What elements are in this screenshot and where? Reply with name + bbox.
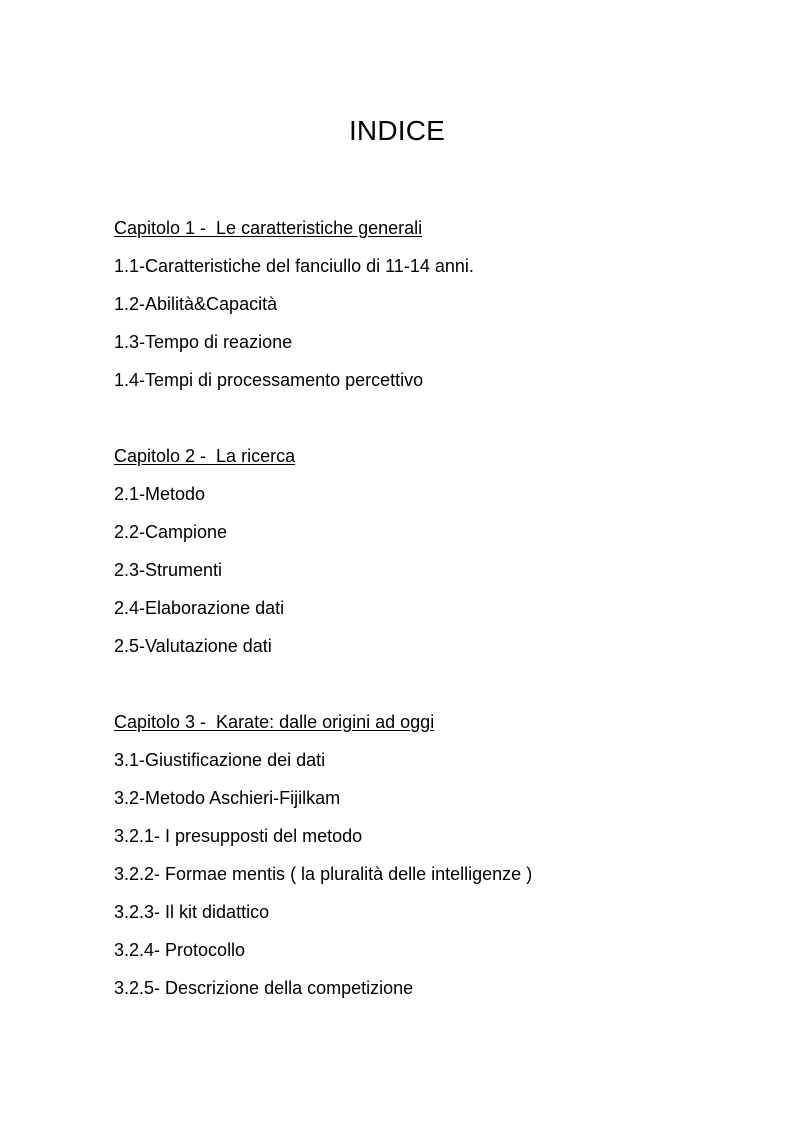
section-spacer — [114, 672, 754, 710]
chapter-3-heading: Capitolo 3 - Karate: dalle origini ad oggi — [114, 712, 435, 732]
toc-entry-2-2: 2.2-Campione — [114, 522, 228, 542]
chapter-2-heading: Capitolo 2 - La ricerca — [114, 446, 296, 466]
toc-entry-2-5: 2.5-Valutazione dati — [114, 636, 272, 656]
chapter-1-heading: Capitolo 1 - Le caratteristiche generali — [114, 218, 423, 238]
toc-entry-1-3: 1.3-Tempo di reazione — [114, 332, 293, 352]
toc-entry-2-1: 2.1-Metodo — [114, 484, 206, 504]
section-spacer — [114, 406, 754, 444]
toc-entry-3-2-3: 3.2.3- Il kit didattico — [114, 902, 270, 922]
page-title: INDICE — [348, 115, 446, 146]
toc-entry-3-2-5: 3.2.5- Descrizione della competizione — [114, 978, 414, 998]
toc-entry-3-1: 3.1-Giustificazione dei dati — [114, 750, 326, 770]
toc-entry-1-1: 1.1-Caratteristiche del fanciullo di 11-14 anni. — [114, 256, 474, 276]
toc-entry-1-2: 1.2-Abilità&Capacità — [114, 294, 278, 314]
toc-entry-3-2-4: 3.2.4- Protocollo — [114, 940, 246, 960]
toc-entry-1-4: 1.4-Tempi di processamento percettivo — [114, 370, 424, 390]
toc-entry-3-2-2: 3.2.2- Formae mentis ( la pluralità delle intelligenze ) — [114, 864, 533, 884]
table-of-contents — [114, 216, 754, 1014]
toc-entry-2-4: 2.4-Elaborazione dati — [114, 598, 285, 618]
toc-entry-3-2: 3.2-Metodo Aschieri-Fijilkam — [114, 788, 341, 808]
toc-entry-3-2-1: 3.2.1- I presupposti del metodo — [114, 826, 363, 846]
toc-entry-2-3: 2.3-Strumenti — [114, 560, 223, 580]
